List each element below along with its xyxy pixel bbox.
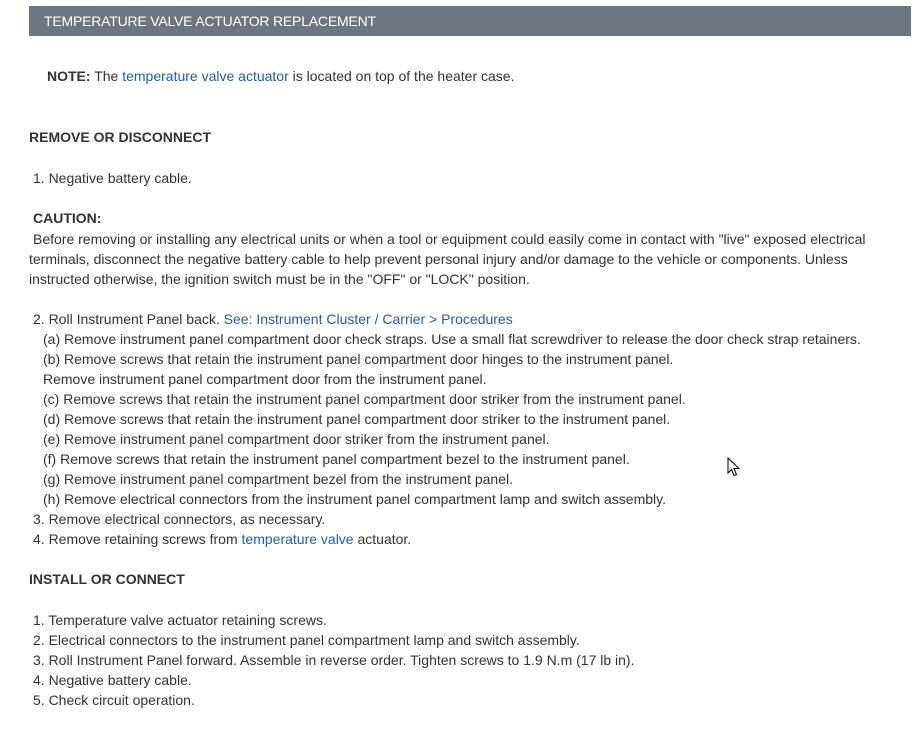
install-heading: INSTALL OR CONNECT bbox=[29, 571, 185, 587]
install-step-5: 5. Check circuit operation. bbox=[33, 692, 195, 708]
sub-step-b: (b) Remove screws that retain the instrument panel compartment door hinges to the instrument panel. bbox=[43, 351, 674, 367]
install-step-3: 3. Roll Instrument Panel forward. Assemble in reverse order. Tighten screws to 1.9 N.m (17 lb in). bbox=[33, 652, 635, 668]
temperature-valve-actuator-link[interactable]: temperature valve actuator bbox=[122, 68, 289, 84]
remove-step-4-text-before: 4. Remove retaining screws from bbox=[33, 531, 242, 547]
remove-heading: REMOVE OR DISCONNECT bbox=[29, 129, 212, 145]
sub-step-e: (e) Remove instrument panel compartment door striker from the instrument panel. bbox=[43, 431, 550, 447]
sub-step-b-continued: Remove instrument panel compartment door from the instrument panel. bbox=[43, 371, 487, 387]
remove-step-3: 3. Remove electrical connectors, as necessary. bbox=[33, 511, 326, 527]
mouse-pointer-icon bbox=[727, 457, 741, 477]
instrument-cluster-procedures-link[interactable]: See: Instrument Cluster / Carrier > Procedures bbox=[223, 311, 513, 327]
temperature-valve-link[interactable]: temperature valve bbox=[241, 531, 354, 547]
remove-step-4-text-after: actuator. bbox=[353, 531, 412, 547]
install-step-2: 2. Electrical connectors to the instrument panel compartment lamp and switch assembly. bbox=[33, 632, 580, 648]
caution-line-3: instructed otherwise, the ignition switch must be in the "OFF" or "LOCK" position. bbox=[29, 271, 530, 287]
note-paragraph bbox=[47, 66, 514, 86]
section-title: TEMPERATURE VALVE ACTUATOR REPLACEMENT bbox=[44, 13, 376, 29]
caution-line-1: Before removing or installing any electrical units or when a tool or equipment could easily come in contact with "live" exposed electrical bbox=[33, 231, 866, 247]
caution-line-2: terminals, disconnect the negative battery cable to help prevent personal injury and/or damage to the vehicle or components. Unless bbox=[29, 251, 848, 267]
sub-step-a: (a) Remove instrument panel compartment door check straps. Use a small flat screwdriver to release the door check strap retainers. bbox=[43, 331, 861, 347]
note-label: NOTE: bbox=[47, 68, 91, 84]
install-step-4: 4. Negative battery cable. bbox=[33, 672, 192, 688]
note-text-after: is located on top of the heater case. bbox=[288, 68, 515, 84]
remove-step-2 bbox=[33, 309, 513, 329]
note-text-before: The bbox=[90, 68, 123, 84]
caution-label: CAUTION: bbox=[33, 210, 102, 226]
remove-step-2-text: 2. Roll Instrument Panel back. bbox=[33, 311, 224, 327]
sub-step-h: (h) Remove electrical connectors from the instrument panel compartment lamp and switch assembly. bbox=[43, 491, 666, 507]
sub-step-g: (g) Remove instrument panel compartment bezel from the instrument panel. bbox=[43, 471, 513, 487]
sub-step-c: (c) Remove screws that retain the instrument panel compartment door striker from the instrument panel. bbox=[43, 391, 686, 407]
remove-step-1: 1. Negative battery cable. bbox=[33, 170, 192, 186]
section-header bbox=[29, 6, 911, 36]
remove-step-4 bbox=[33, 529, 411, 549]
install-step-1: 1. Temperature valve actuator retaining screws. bbox=[33, 612, 327, 628]
sub-step-f: (f) Remove screws that retain the instrument panel compartment bezel to the instrument panel. bbox=[43, 451, 630, 467]
sub-step-d: (d) Remove screws that retain the instrument panel compartment door striker to the instrument panel. bbox=[43, 411, 671, 427]
